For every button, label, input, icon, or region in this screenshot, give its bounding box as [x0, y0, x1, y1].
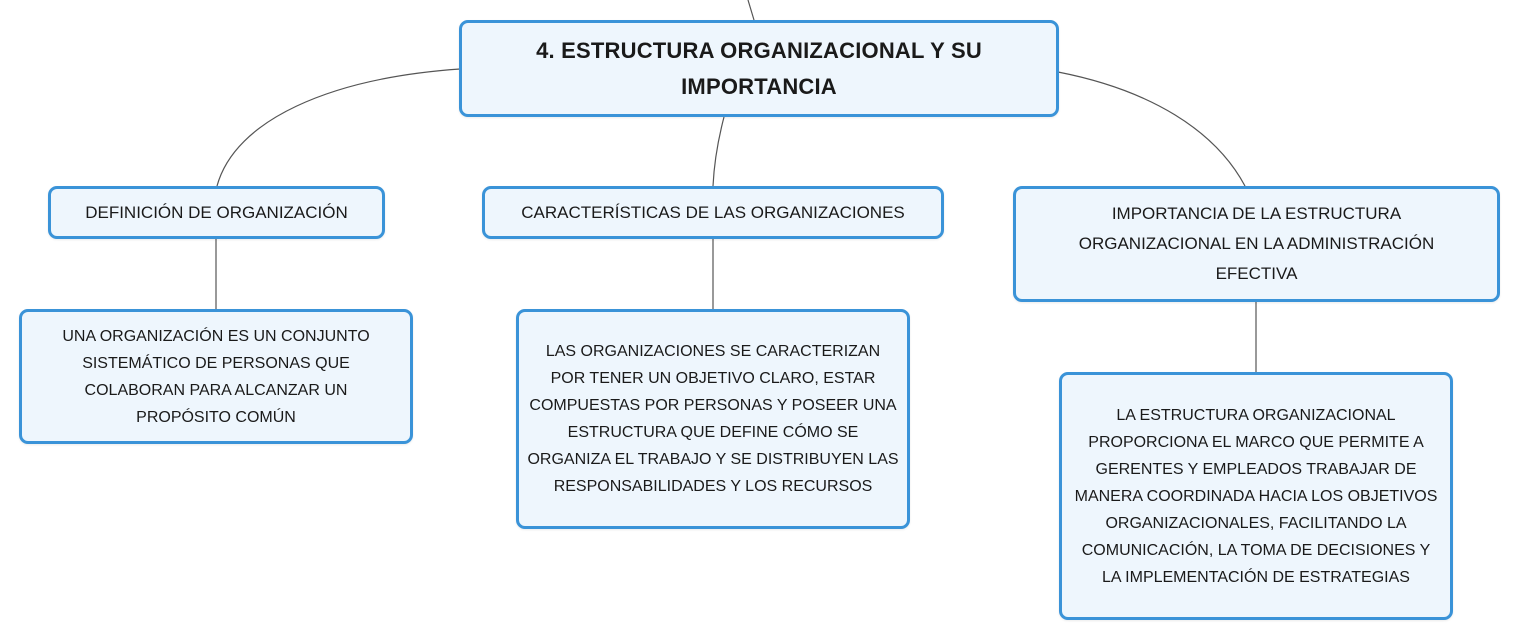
- topic-importancia-label: IMPORTANCIA DE LA ESTRUCTURA ORGANIZACIONAL EN LA ADMINISTRACIÓN EFECTIVA: [1078, 204, 1435, 283]
- connector-root-to-importancia: [1058, 72, 1245, 186]
- topic-definicion-label: DEFINICIÓN DE ORGANIZACIÓN: [85, 202, 348, 222]
- topic-definicion-organizacion[interactable]: [48, 186, 385, 239]
- connector-incoming-root: [748, 0, 754, 20]
- topic-caracteristicas-label: CARACTERÍSTICAS DE LAS ORGANIZACIONES: [521, 202, 905, 222]
- subtopic-caracteristicas-detail[interactable]: [516, 309, 910, 529]
- subtopic-definicion-text: UNA ORGANIZACIÓN ES UN CONJUNTO SISTEMÁTICO DE PERSONAS QUE COLABORAN PARA ALCANZAR UN PROPÓSITO COMÚN: [62, 327, 370, 426]
- central-topic[interactable]: [459, 20, 1059, 117]
- subtopic-importancia-detail[interactable]: [1059, 372, 1453, 620]
- topic-importancia-estructura[interactable]: [1013, 186, 1500, 302]
- connector-root-to-caracteristicas: [713, 117, 724, 186]
- connector-root-to-definicion: [217, 69, 460, 186]
- subtopic-definicion-detail[interactable]: [19, 309, 413, 444]
- subtopic-caracteristicas-text: LAS ORGANIZACIONES SE CARACTERIZAN POR TENER UN OBJETIVO CLARO, ESTAR COMPUESTAS POR PERSONAS Y POSEER UNA ESTRUCTURA QUE DEFINE CÓMO SE ORGANIZA EL TRABAJO Y SE DISTRIBUYEN LAS RESPONSABILIDADES Y LOS RECURSOS: [527, 343, 899, 495]
- topic-caracteristicas-organizaciones[interactable]: [482, 186, 944, 239]
- central-topic-title: 4. ESTRUCTURA ORGANIZACIONAL Y SU IMPORTANCIA: [536, 37, 982, 99]
- subtopic-importancia-text: LA ESTRUCTURA ORGANIZACIONAL PROPORCIONA EL MARCO QUE PERMITE A GERENTES Y EMPLEADOS TRABAJAR DE MANERA COORDINADA HACIA LOS OBJETIVOS ORGANIZACIONALES, FACILITANDO LA COMUNICACIÓN, LA TOMA DE DECISIONES Y LA IMPLEMENTACIÓN DE ESTRATEGIAS: [1074, 406, 1438, 586]
